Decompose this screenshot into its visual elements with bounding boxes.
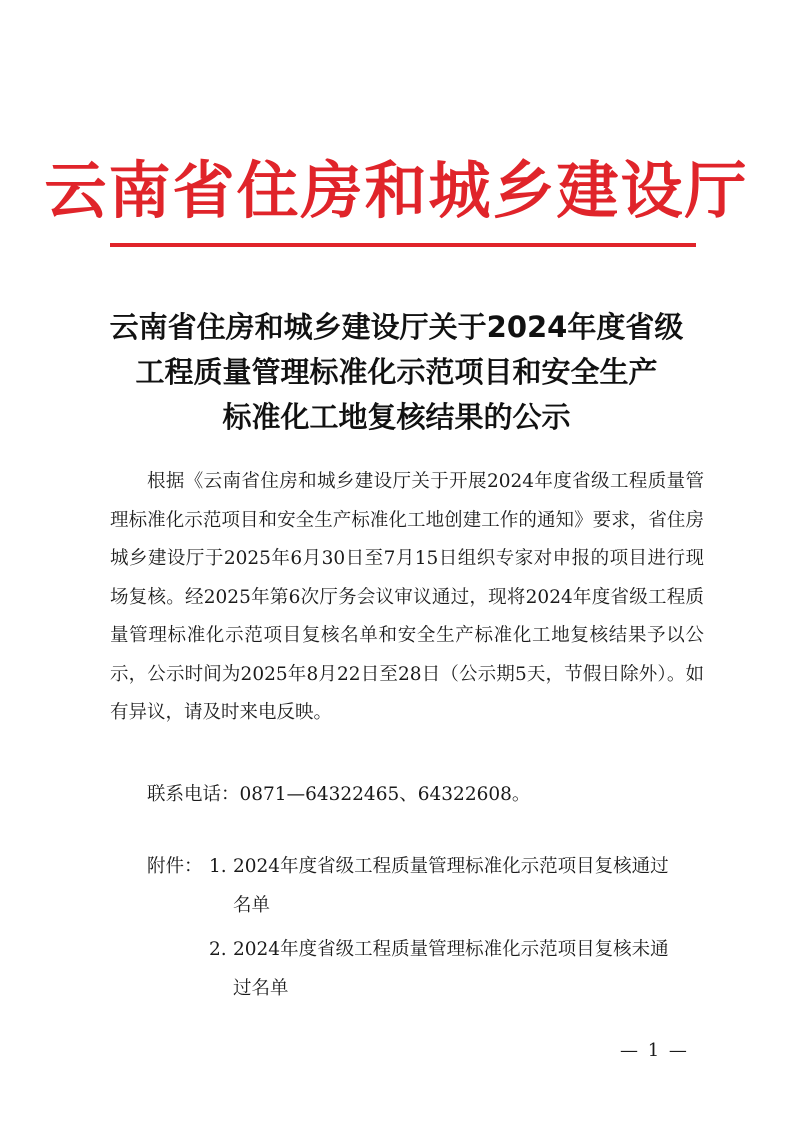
letterhead-organization-name: 云南省住房和城乡建设厅 (44, 154, 749, 227)
attachments-label: 附件： (147, 856, 203, 877)
title-line-1: 云南省住房和城乡建设厅关于2024年度省级 (109, 310, 684, 344)
contact-phone: 联系电话：0871—64322465、64322608。 (147, 784, 531, 805)
attachment-item (209, 848, 707, 925)
body-paragraph: 根据《云南省住房和城乡建设厅关于开展2024年度省级工程质量管理标准化示范项目和安全生产标准化工地创建工作的通知》要求，省住房城乡建设厅于2025年6月30日至7月15日组织专家对申报的项目进行现场复核。经2025年第6次厅务会议审议通过，现将2024年度省级工程质量管理标准化示范项目复核名单和安全生产标准化工地复核结果予以公示，公示时间为2025年8月22日至28日（公示期5天，节假日除外）。如有异议，请及时来电反映。 (110, 471, 704, 723)
attachment-number: 1. (209, 856, 227, 877)
body-section (110, 463, 704, 733)
page-number: — 1 — (620, 1040, 689, 1061)
title-line-3: 标准化工地复核结果的公示 (222, 400, 571, 434)
attachment-title: 2024年度省级工程质量管理标准化示范项目复核通过名单 (233, 856, 669, 916)
letterhead-red-divider (110, 243, 696, 247)
attachment-item (209, 931, 707, 1008)
attachments-section (147, 848, 707, 1014)
attachment-title: 2024年度省级工程质量管理标准化示范项目复核未通过名单 (233, 939, 669, 999)
title-line-2: 工程质量管理标准化示范项目和安全生产 (135, 355, 658, 389)
document-title (60, 305, 733, 440)
attachment-number: 2. (209, 939, 227, 960)
